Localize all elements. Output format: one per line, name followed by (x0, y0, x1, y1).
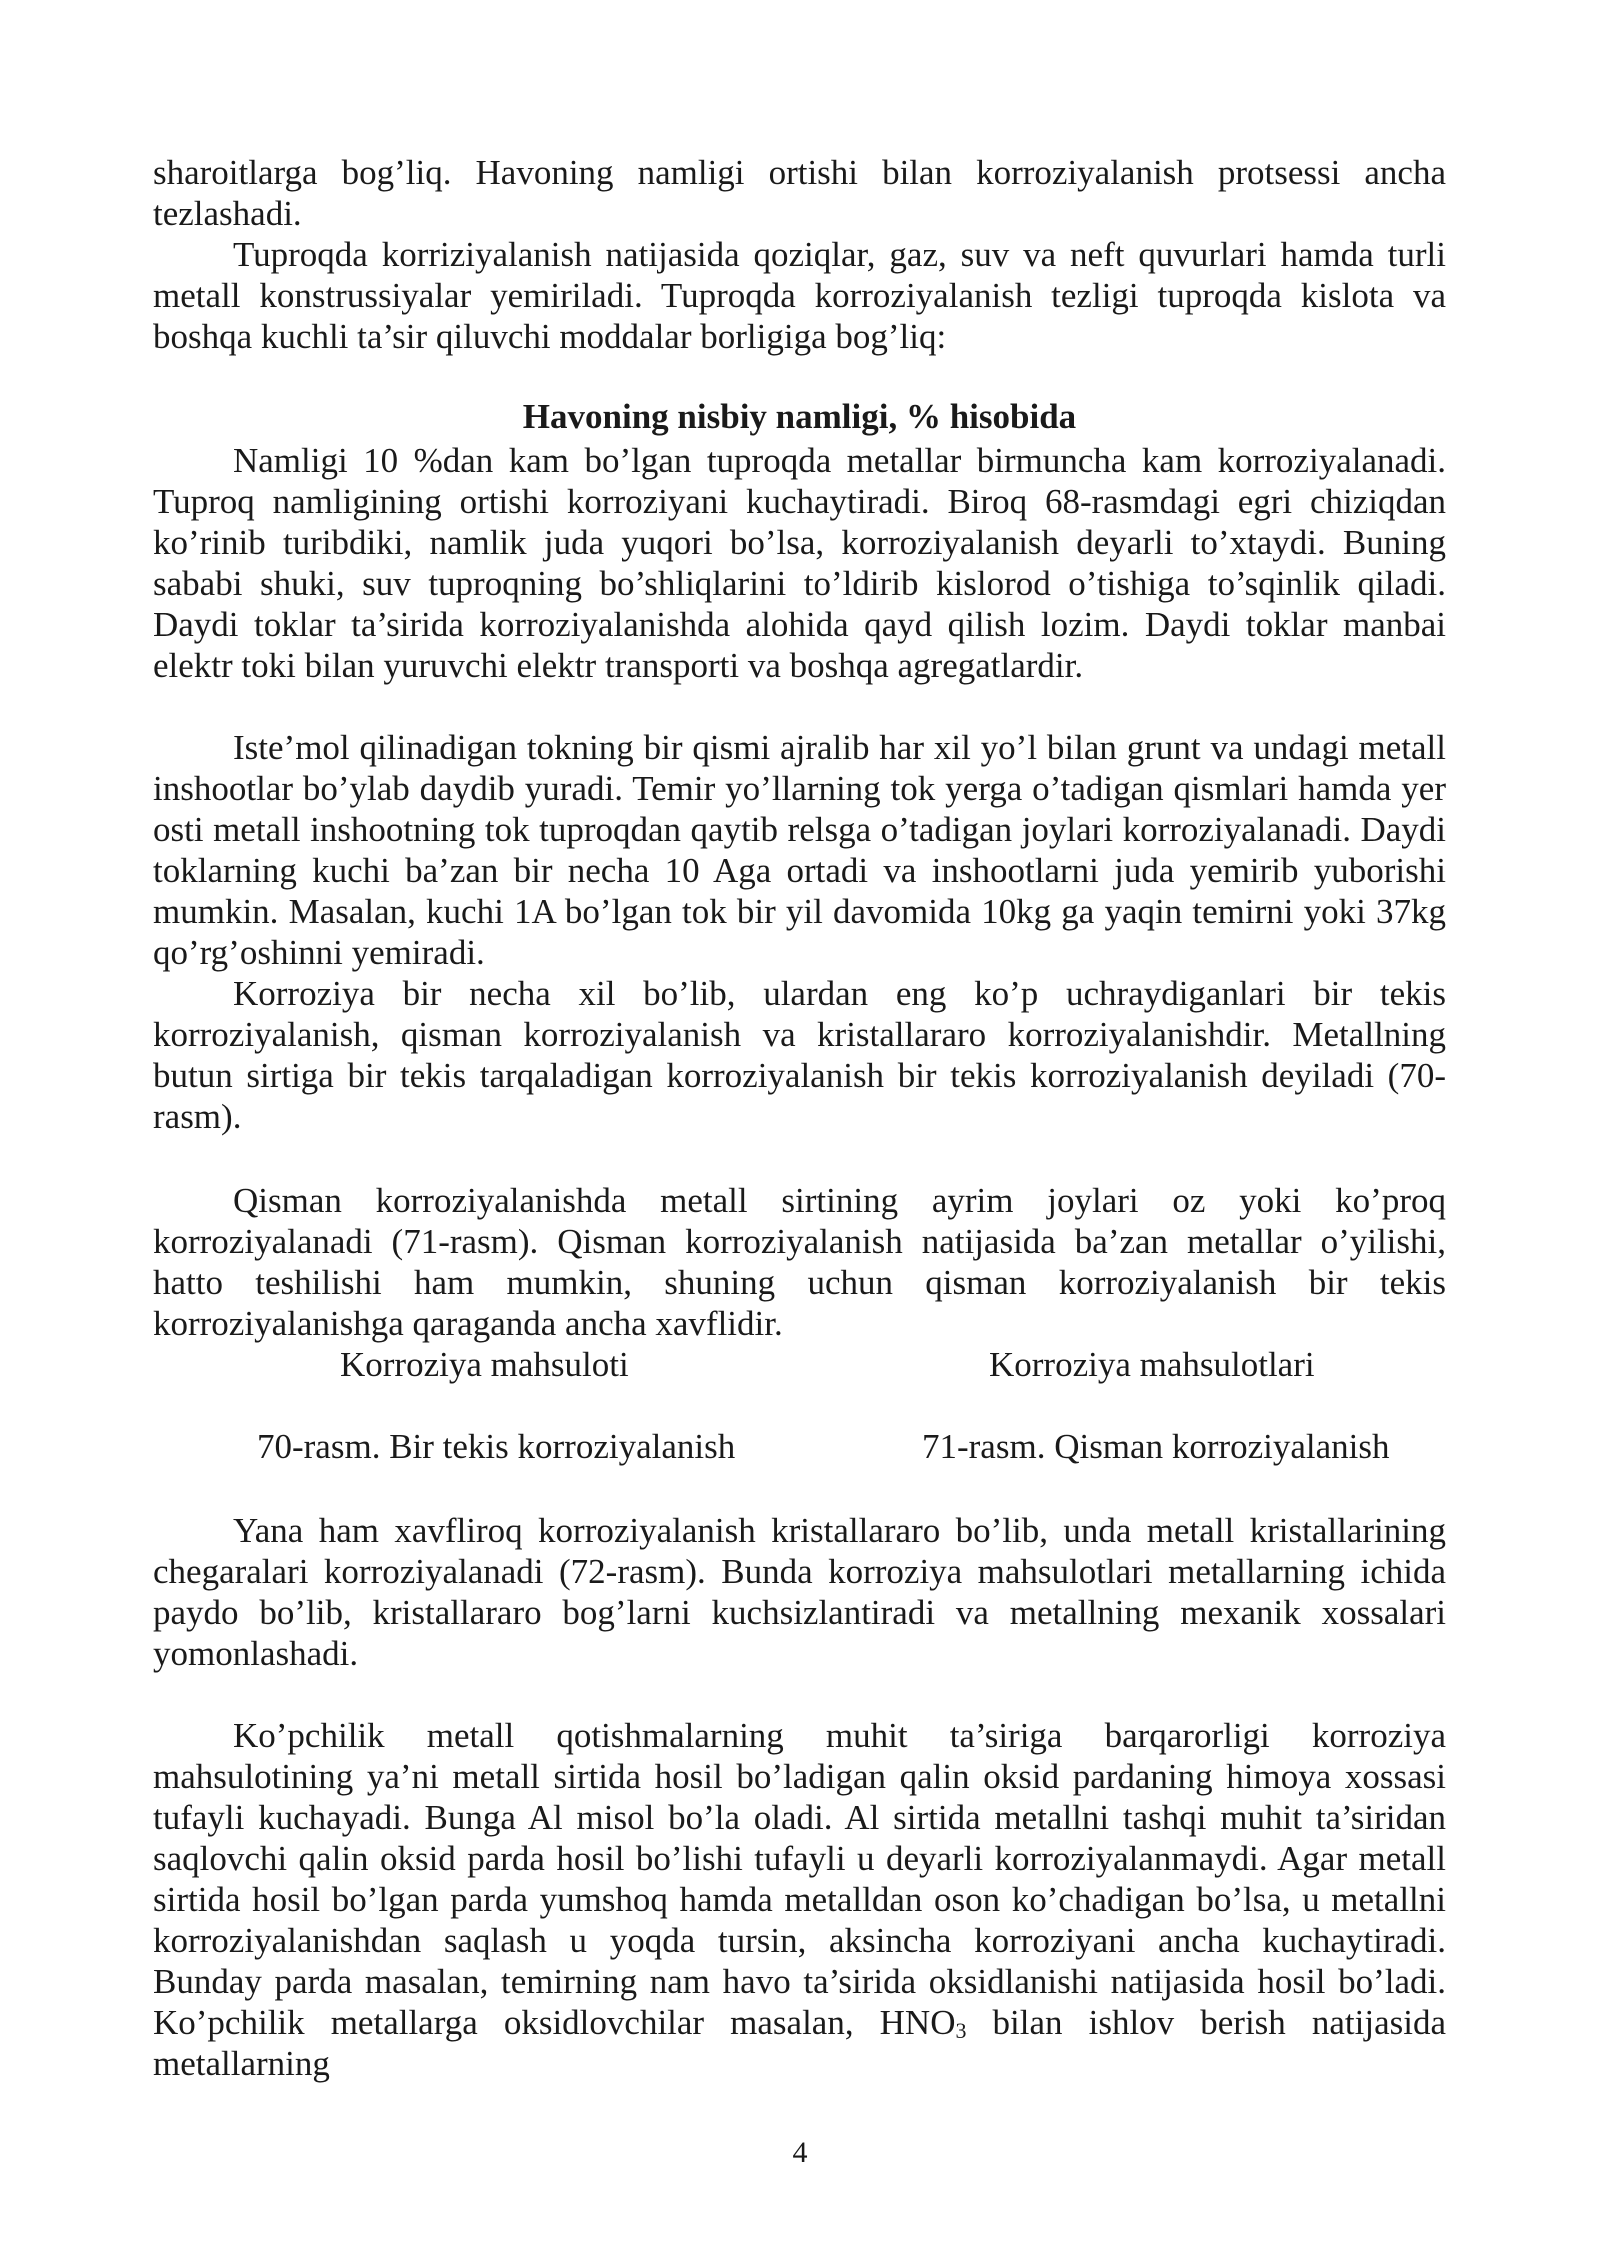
figure-70-caption: 70-rasm. Bir tekis korroziyalanish (257, 1427, 736, 1466)
figure-71-label: Korroziya mahsulotlari (989, 1345, 1315, 1384)
figure-71-caption: 71-rasm. Qisman korroziyalanish (922, 1427, 1390, 1466)
figure-70-label: Korroziya mahsuloti (340, 1345, 629, 1384)
paragraph-8 (153, 1715, 1446, 2084)
subscript-3: 3 (955, 2018, 967, 2043)
paragraph-4: Iste’mol qilinadigan tokning bir qismi ajralib har xil yo’l bilan grunt va undagi metall inshootlar bo’ylab daydib yuradi. Temir yo’llarning tok yerga o’tadigan qismlari hamda yer osti metall inshootning tok tuproqdan qaytib relsga o’tadigan joylari korroziyalanadi. Daydi toklarning kuchi ba’zan bir necha 10 Aga ortadi va inshootlarni juda yemirib yuborishi mumkin. Masalan, kuchi 1A bo’lgan tok bir yil davomida 10kg ga yaqin temirni yoki 37kg qo’rg’oshinni yemiradi. (153, 728, 1446, 972)
paragraph-2: Tuproqda korriziyalanish natijasida qoziqlar, gaz, suv va neft quvurlari hamda turli metall konstrussiyalar yemiriladi. Tuproqda korroziyalanish tezligi tuproqda kislota va boshqa kuchli ta’sir qiluvchi moddalar borligiga bog’liq: (153, 235, 1446, 356)
paragraph-5: Korroziya bir necha xil bo’lib, ulardan eng ko’p uchraydiganlari bir tekis korroziyalanish, qisman korroziyalanish va kristallararo korroziyalanishdir. Metallning butun sirtiga bir tekis tarqaladigan korroziyalanish bir tekis korroziyalanish deyiladi (70-rasm). (153, 974, 1446, 1136)
page-number: 4 (792, 2136, 808, 2169)
paragraph-1: sharoitlarga bog’liq. Havoning namligi ortishi bilan korroziyalanish protsessi ancha tezlashadi. (153, 153, 1446, 233)
paragraph-7: Yana ham xavfliroq korroziyalanish kristallararo bo’lib, unda metall kristallarining chegaralari korroziyalanadi (72-rasm). Bunda korroziya mahsulotlari metallarning ichida paydo bo’lib, kristallararo bog’larni kuchsizlantiradi va metallning mexanik xossalari yomonlashadi. (153, 1511, 1446, 1673)
paragraph-8-tail: bilan ishlov berish natijasida metallarning (153, 2003, 1446, 2083)
paragraph-6: Qisman korroziyalanishda metall sirtining ayrim joylari oz yoki ko’proq korroziyalanadi (71-rasm). Qisman korroziyalanish natijasida ba’zan metallar o’yilishi, hatto teshilishi ham mumkin, shuning uchun qisman korroziyalanish bir tekis korroziyalanishga qaraganda ancha xavflidir. (153, 1181, 1446, 1343)
paragraph-3: Namligi 10 %dan kam bo’lgan tuproqda metallar birmuncha kam korroziyalanadi. Tuproq namligining ortishi korroziyani kuchaytiradi. Biroq 68-rasmdagi egri chiziqdan ko’rinib turibdiki, namlik juda yuqori bo’lsa, korroziyalanish deyarli to’xtaydi. Buning sababi shuki, suv tuproqning bo’shliqlarini to’ldirib kislorod o’tishiga to’sqinlik qiladi. Daydi toklar ta’sirida korroziyalanishda alohida qayd qilish lozim. Daydi toklar manbai elektr toki bilan yuruvchi elektr transporti va boshqa agregatlardir. (153, 441, 1446, 685)
section-heading: Havoning nisbiy namligi, % hisobida (522, 397, 1077, 436)
paragraph-8-text: Ko’pchilik metall qotishmalarning muhit ta’siriga barqarorligi korroziya mahsulotining ya’ni metall sirtida hosil bo’ladigan qalin oksid pardaning himoya xossasi tufayli kuchayadi. Bunga Al misol bo’la oladi. Al sirtida metallni tashqi muhit ta’siridan saqlovchi qalin oksid parda hosil bo’lishi tufayli u deyarli korroziyalanmaydi. Agar metall sirtida hosil bo’lgan parda yumshoq hamda metalldan oson ko’chadigan bo’lsa, u metallni korroziyalanishdan saqlash u yoqda tursin, aksincha korroziyani ancha kuchaytiradi. Bunday parda masalan, temirning nam havo ta’sirida oksidlanishi natijasida hosil bo’ladi. Ko’pchilik metallarga oksidlovchilar masalan, HNO (153, 1716, 1446, 2042)
